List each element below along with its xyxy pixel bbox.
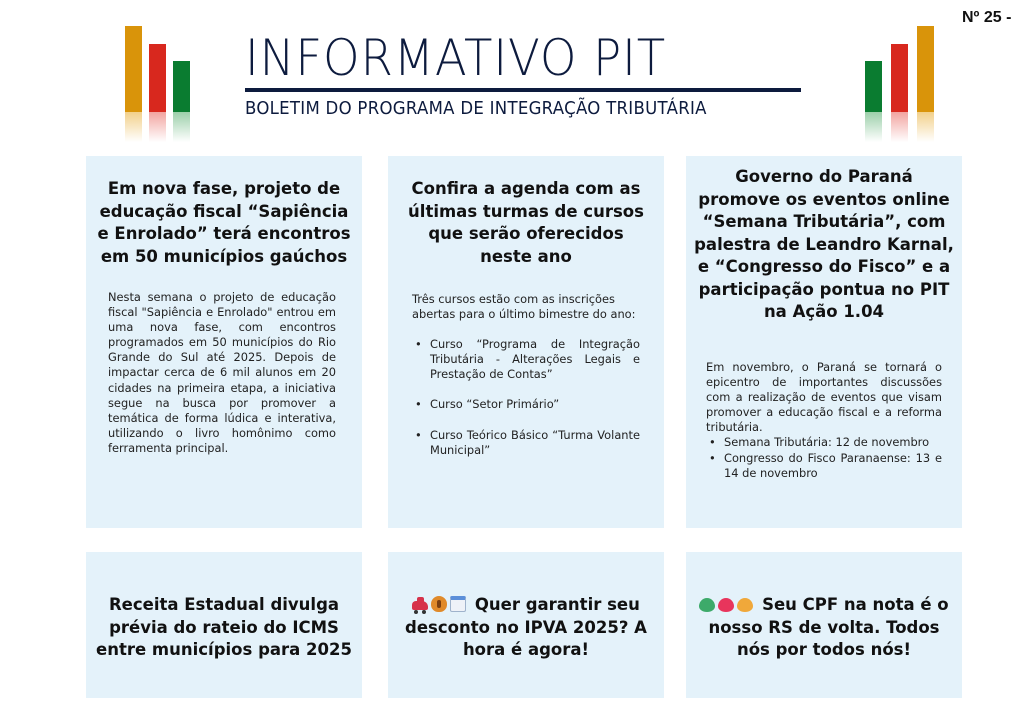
bar-green bbox=[865, 61, 882, 112]
card-body bbox=[706, 360, 942, 481]
yellow-heart-icon bbox=[737, 598, 753, 612]
card-headline-wrap[interactable] bbox=[394, 594, 658, 662]
card-headline-wrap[interactable] bbox=[692, 594, 956, 662]
title-underline bbox=[245, 88, 801, 92]
issue-number: Nº 25 - bbox=[962, 9, 1012, 26]
green-heart-icon bbox=[699, 598, 715, 612]
card-headline: Quer garantir seu desconto no IPVA 2025? A hora é agora! bbox=[405, 595, 647, 659]
card-intro: Três cursos estão com as inscrições abertas para o último bimestre do ano: bbox=[412, 292, 636, 322]
red-heart-icon bbox=[718, 598, 734, 612]
bar-green bbox=[173, 61, 190, 112]
news-card-sapiencia[interactable] bbox=[86, 156, 362, 528]
car-icon bbox=[412, 601, 428, 610]
news-card-cpf[interactable] bbox=[686, 552, 962, 698]
card-intro: Em novembro, o Paraná se tornará o epicentro de importantes discussões com a realização de eventos que visam promover a educação fiscal e a reforma tributária. bbox=[706, 360, 942, 435]
card-headline[interactable]: Em nova fase, projeto de educação fiscal “Sapiência e Enrolado” terá encontros em 50 municípios gaúchos bbox=[97, 179, 351, 266]
news-card-parana[interactable] bbox=[686, 156, 962, 528]
bar-red bbox=[891, 44, 908, 112]
newsletter-subtitle: BOLETIM DO PROGRAMA DE INTEGRAÇÃO TRIBUTÁRIA bbox=[245, 98, 707, 119]
calendar-icon bbox=[450, 596, 466, 612]
masthead bbox=[245, 28, 801, 119]
course-list bbox=[412, 337, 640, 458]
newsletter-title: INFORMATIVO PIT bbox=[245, 29, 667, 87]
news-card-ipva[interactable] bbox=[388, 552, 664, 698]
card-headline[interactable]: Confira a agenda com as últimas turmas de cursos que serão oferecidos neste ano bbox=[408, 179, 644, 266]
card-headline[interactable]: Receita Estadual divulga prévia do rateio do ICMS entre municípios para 2025 bbox=[96, 595, 352, 659]
card-body bbox=[412, 292, 640, 473]
bar-orange bbox=[125, 26, 142, 112]
event-list bbox=[706, 435, 942, 480]
list-item: • Curso “Programa de Integração Tributária - Alterações Legais e Prestação de Contas” bbox=[412, 337, 640, 382]
list-item: • Congresso do Fisco Paranaense: 13 e 14 de novembro bbox=[706, 451, 942, 481]
money-bag-icon bbox=[431, 596, 447, 612]
card-headline[interactable]: Governo do Paraná promove os eventos online “Semana Tributária”, com palestra de Leandro Karnal, e “Congresso do Fisco” e a participação pontua no PIT na Ação 1.04 bbox=[694, 167, 954, 321]
news-card-icms[interactable] bbox=[86, 552, 362, 698]
news-card-cursos[interactable] bbox=[388, 156, 664, 528]
list-item: • Curso Teórico Básico “Turma Volante Municipal” bbox=[412, 428, 640, 458]
bar-orange bbox=[917, 26, 934, 112]
list-item: • Semana Tributária: 12 de novembro bbox=[706, 435, 942, 450]
card-headline: Seu CPF na nota é o nosso RS de volta. Todos nós por todos nós! bbox=[708, 595, 949, 659]
list-item: • Curso “Setor Primário” bbox=[412, 397, 640, 412]
bar-red bbox=[149, 44, 166, 112]
card-body: Nesta semana o projeto de educação fiscal "Sapiência e Enrolado" entrou em uma nova fase, com encontros programados em 50 municípios do Rio Grande do Sul até 2025. Depois de impactar cerca de 6 mil alunos em 20 cidades na primeira etapa, a iniciativa segue na busca por promover a temática de forma lúdica e interativa, utilizando o livro homônimo como ferramenta principal. bbox=[108, 290, 336, 455]
